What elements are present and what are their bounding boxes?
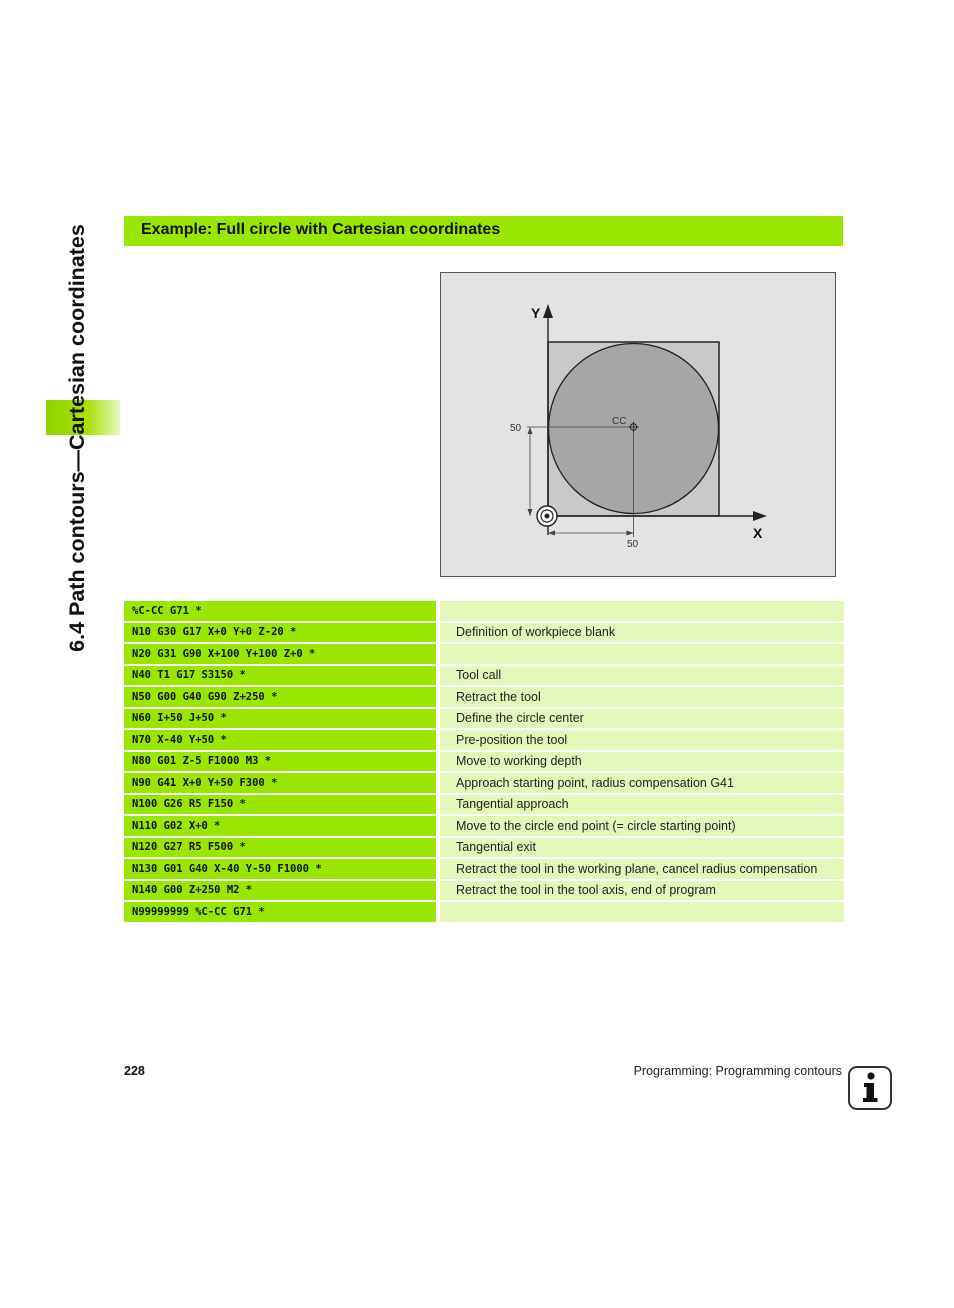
table-row — [124, 687, 844, 707]
nc-block: N110 G02 X+0 * — [124, 816, 436, 836]
nc-block: N100 G26 R5 F150 * — [124, 795, 436, 815]
y-dimension-label: 50 — [510, 423, 522, 434]
nc-program-table — [124, 599, 844, 924]
block-description: Define the circle center — [440, 709, 844, 729]
block-description: Approach starting point, radius compensation G41 — [440, 773, 844, 793]
circle-center-label: CC — [612, 416, 627, 427]
section-header — [124, 216, 843, 246]
block-description: Retract the tool in the working plane, cancel radius compensation — [440, 859, 844, 879]
y-dimension-arrow-top — [528, 427, 533, 434]
nc-block: N140 G00 Z+250 M2 * — [124, 881, 436, 901]
table-row — [124, 773, 844, 793]
nc-block: N10 G30 G17 X+0 Y+0 Z-20 * — [124, 623, 436, 643]
nc-block: N80 G01 Z-5 F1000 M3 * — [124, 752, 436, 772]
info-icon — [848, 1066, 892, 1110]
x-dimension-arrow-left — [548, 531, 555, 536]
block-description: Definition of workpiece blank — [440, 623, 844, 643]
table-row — [124, 859, 844, 879]
block-description: Move to the circle end point (= circle starting point) — [440, 816, 844, 836]
block-description: Retract the tool — [440, 687, 844, 707]
page-number: 228 — [124, 1064, 145, 1078]
x-axis-label: X — [753, 525, 763, 541]
nc-block: N130 G01 G40 X-40 Y-50 F1000 * — [124, 859, 436, 879]
table-row — [124, 902, 844, 922]
table-row — [124, 730, 844, 750]
block-description: Pre-position the tool — [440, 730, 844, 750]
sidebar-chapter-title: 6.4 Path contours—Cartesian coordinates — [65, 224, 89, 652]
block-description: Tangential exit — [440, 838, 844, 858]
block-description: Move to working depth — [440, 752, 844, 772]
circle-diagram — [440, 272, 836, 577]
nc-block: N40 T1 G17 S3150 * — [124, 666, 436, 686]
table-row — [124, 709, 844, 729]
section-title: Example: Full circle with Cartesian coordinates — [141, 221, 501, 238]
block-description — [440, 644, 844, 664]
footer-chapter-title: Programming: Programming contours — [633, 1064, 842, 1078]
nc-block: %C-CC G71 * — [124, 601, 436, 621]
table-row — [124, 838, 844, 858]
table-row — [124, 601, 844, 621]
block-description — [440, 902, 844, 922]
y-axis-label: Y — [531, 305, 541, 321]
block-description: Retract the tool in the tool axis, end of program — [440, 881, 844, 901]
nc-block: N90 G41 X+0 Y+50 F300 * — [124, 773, 436, 793]
table-row — [124, 881, 844, 901]
nc-block: N60 I+50 J+50 * — [124, 709, 436, 729]
nc-block: N50 G00 G40 G90 Z+250 * — [124, 687, 436, 707]
table-row — [124, 623, 844, 643]
block-description — [440, 601, 844, 621]
nc-block: N120 G27 R5 F500 * — [124, 838, 436, 858]
x-axis-arrow — [753, 511, 767, 521]
table-row — [124, 795, 844, 815]
y-axis-arrow — [543, 304, 553, 318]
table-row — [124, 644, 844, 664]
nc-block: N70 X-40 Y+50 * — [124, 730, 436, 750]
table-row — [124, 752, 844, 772]
table-row — [124, 816, 844, 836]
block-description: Tool call — [440, 666, 844, 686]
block-description: Tangential approach — [440, 795, 844, 815]
table-row — [124, 666, 844, 686]
nc-block: N20 G31 G90 X+100 Y+100 Z+0 * — [124, 644, 436, 664]
y-dimension-arrow-bottom — [528, 509, 533, 516]
x-dimension-arrow-right — [627, 531, 634, 536]
datum-symbol-dot — [545, 514, 550, 519]
x-dimension-label: 50 — [627, 539, 639, 550]
nc-block: N99999999 %C-CC G71 * — [124, 902, 436, 922]
